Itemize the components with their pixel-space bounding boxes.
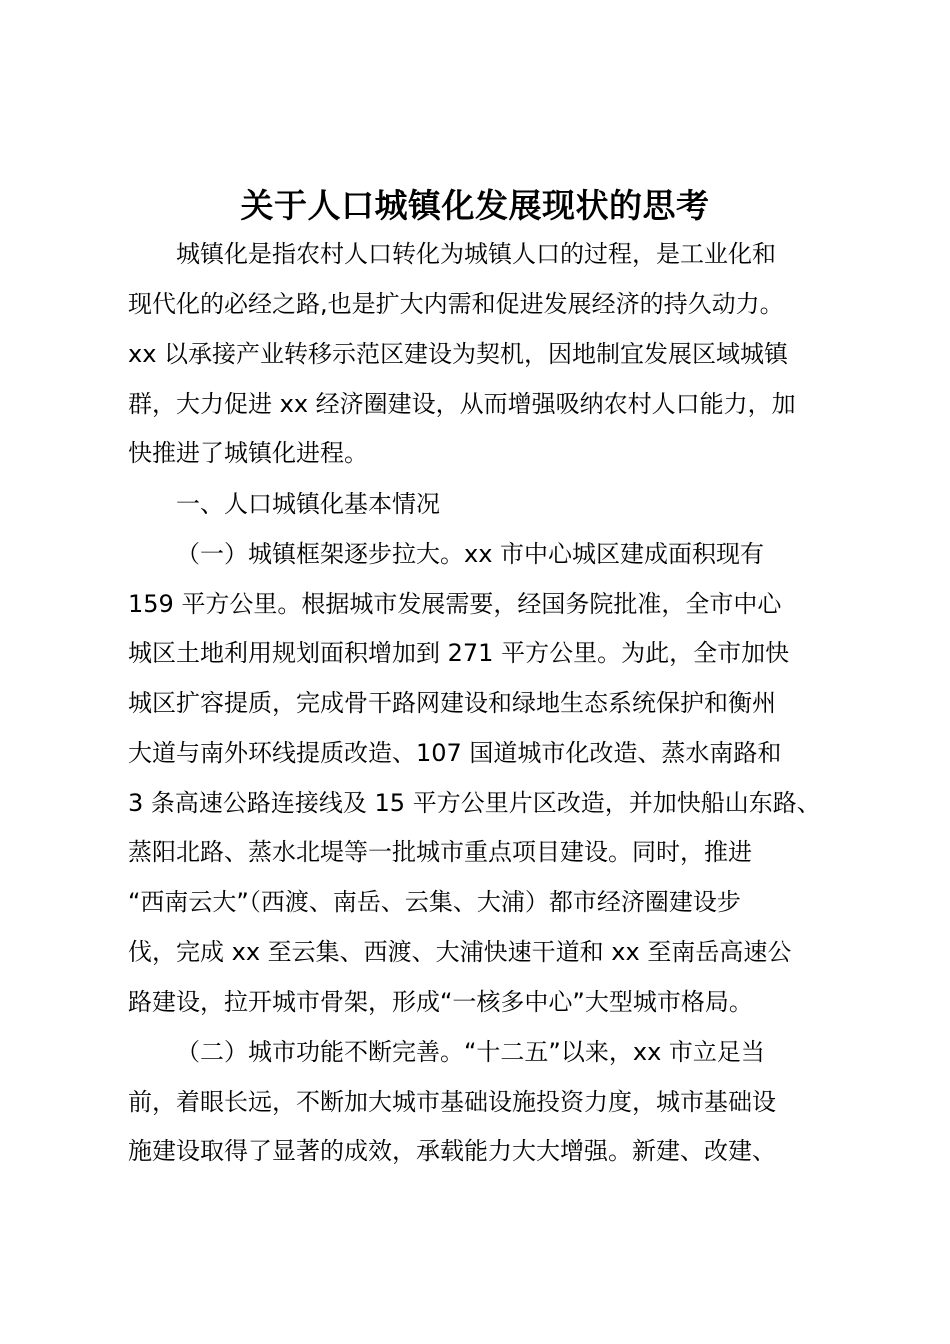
paragraph-line: 伐，完成 xx 至云集、西渡、大浦快速干道和 xx 至南岳高速公: [128, 938, 792, 966]
document-title: 关于人口城镇化发展现状的思考: [240, 186, 710, 225]
paragraph-line: 城区土地利用规划面积增加到 271 平方公里。为此，全市加快: [128, 639, 790, 667]
paragraph-line: （一）城镇框架逐步拉大。xx 市中心城区建成面积现有: [176, 540, 765, 568]
paragraph-line: 快推进了城镇化进程。: [128, 439, 368, 467]
paragraph-line: 路建设，拉开城市骨架，形成“一核多中心”大型城市格局。: [128, 988, 753, 1016]
paragraph-line: 施建设取得了显著的成效，承载能力大大增强。新建、改建、: [128, 1137, 776, 1165]
paragraph-line: 大道与南外环线提质改造、107 国道城市化改造、蒸水南路和: [128, 739, 782, 767]
paragraph-line: 159 平方公里。根据城市发展需要，经国务院批准，全市中心: [128, 590, 782, 618]
paragraph-line: 群，大力促进 xx 经济圈建设，从而增强吸纳农村人口能力，加: [128, 390, 796, 418]
paragraph-line: （二）城市功能不断完善。“十二五”以来，xx 市立足当: [176, 1038, 765, 1066]
paragraph-line: 城镇化是指农村人口转化为城镇人口的过程，是工业化和: [176, 240, 776, 268]
paragraph-line: 蒸阳北路、蒸水北堤等一批城市重点项目建设。同时，推进: [128, 838, 752, 866]
paragraph-line: “西南云大”（西渡、南岳、云集、大浦）都市经济圈建设步: [128, 888, 741, 916]
paragraph-line: xx 以承接产业转移示范区建设为契机，因地制宜发展区域城镇: [128, 340, 789, 368]
paragraph-line: 城区扩容提质，完成骨干路网建设和绿地生态系统保护和衡州: [128, 689, 776, 717]
paragraph-line: 3 条高速公路连接线及 15 平方公里片区改造，并加快船山东路、: [128, 789, 821, 817]
paragraph-line: 现代化的必经之路,也是扩大内需和促进发展经济的持久动力。: [128, 290, 784, 318]
paragraph-line: 前，着眼长远，不断加大城市基础设施投资力度，城市基础设: [128, 1088, 776, 1116]
section-heading: 一、人口城镇化基本情况: [176, 490, 440, 518]
